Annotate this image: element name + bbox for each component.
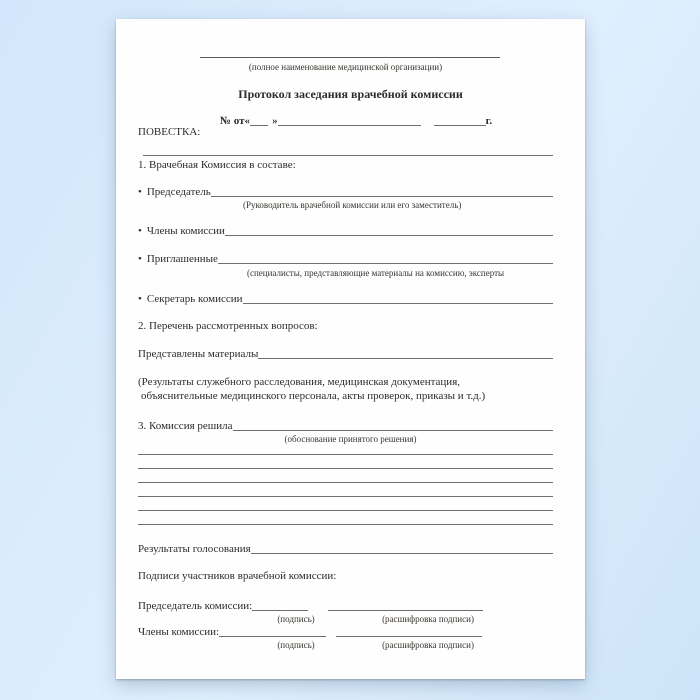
voting-row bbox=[138, 543, 553, 556]
decision-writein-line bbox=[138, 496, 553, 497]
invited-caption: (специалисты, представляющие материалы на комиссию, эксперты bbox=[247, 268, 505, 278]
materials-note-line1: (Результаты служебного расследования, медицинская документация, bbox=[138, 376, 460, 388]
signature-name-blank bbox=[336, 626, 482, 637]
decision-writein-line bbox=[138, 482, 553, 483]
signature-decode-caption: (расшифровка подписи) bbox=[382, 640, 474, 650]
signature-row-chairman bbox=[138, 600, 553, 613]
document-page bbox=[116, 19, 585, 679]
decision-writein-line bbox=[138, 510, 553, 511]
members-blank-line bbox=[225, 225, 553, 236]
decision-writein-line bbox=[138, 454, 553, 455]
signature-chairman-label: Председатель комиссии: bbox=[138, 600, 253, 612]
secretary-label: Секретарь комиссии bbox=[146, 293, 243, 305]
number-year-blank bbox=[434, 115, 486, 126]
chairman-blank-line bbox=[211, 186, 553, 197]
materials-note-line2: объяснительные медицинского персонала, акты проверок, приказы и т.д.) bbox=[141, 390, 486, 402]
number-month-blank bbox=[278, 115, 421, 126]
materials-label: Представлены материалы bbox=[138, 348, 259, 360]
number-suffix: г. bbox=[485, 115, 493, 127]
decision-row bbox=[138, 420, 553, 433]
section2-heading: 2. Перечень рассмотренных вопросов: bbox=[138, 320, 318, 332]
signature-name-blank bbox=[328, 600, 483, 611]
members-label: Члены комиссии bbox=[146, 225, 225, 237]
number-prefix: № от« bbox=[220, 115, 251, 127]
bullet-icon: • bbox=[138, 186, 142, 198]
invited-blank-line bbox=[218, 253, 553, 264]
org-name-caption: (полное наименование медицинской организации) bbox=[248, 62, 443, 72]
agenda-label: ПОВЕСТКА: bbox=[138, 126, 201, 138]
bullet-icon: • bbox=[138, 225, 142, 237]
agenda-blank-line bbox=[143, 155, 553, 156]
materials-blank-line bbox=[258, 348, 553, 359]
secretary-row bbox=[138, 293, 553, 306]
number-gap bbox=[421, 116, 434, 126]
voting-blank-line bbox=[251, 543, 553, 554]
invited-label: Приглашенные bbox=[146, 253, 218, 265]
signature-row-members bbox=[138, 626, 553, 639]
signature-decode-caption: (расшифровка подписи) bbox=[382, 614, 474, 624]
signature-blank bbox=[252, 600, 308, 611]
bullet-icon: • bbox=[138, 253, 142, 265]
chairman-caption: (Руководитель врачебной комиссии или его заместитель) bbox=[243, 200, 462, 210]
signature-members-label: Члены комиссии: bbox=[138, 626, 220, 638]
bullet-icon: • bbox=[138, 293, 142, 305]
invited-row bbox=[138, 253, 553, 266]
signature-caption: (подпись) bbox=[277, 640, 315, 650]
signature-gap bbox=[308, 601, 328, 611]
org-name-blank-line bbox=[200, 57, 500, 58]
members-row bbox=[138, 225, 553, 238]
section1-heading: 1. Врачебная Комиссия в составе: bbox=[138, 159, 296, 171]
signature-caption: (подпись) bbox=[277, 614, 315, 624]
decision-caption: (обоснование принятого решения) bbox=[284, 434, 417, 444]
decision-writein-line bbox=[138, 468, 553, 469]
materials-row bbox=[138, 348, 553, 361]
decision-writein-line bbox=[138, 524, 553, 525]
document-title: Протокол заседания врачебной комиссии bbox=[238, 87, 463, 101]
signature-gap bbox=[326, 627, 336, 637]
decision-blank-line bbox=[233, 420, 554, 431]
voting-label: Результаты голосования bbox=[138, 543, 251, 555]
number-quote-close: » bbox=[272, 115, 278, 127]
chairman-row bbox=[138, 186, 553, 199]
secretary-blank-line bbox=[243, 293, 554, 304]
signatures-heading: Подписи участников врачебной комиссии: bbox=[138, 570, 337, 582]
signature-captions-chairman bbox=[138, 614, 553, 624]
chairman-label: Председатель bbox=[146, 186, 211, 198]
number-day-blank bbox=[250, 115, 268, 126]
decision-label: 3. Комиссия решила bbox=[138, 420, 233, 432]
signature-blank bbox=[219, 626, 326, 637]
signature-captions-members bbox=[138, 640, 553, 650]
